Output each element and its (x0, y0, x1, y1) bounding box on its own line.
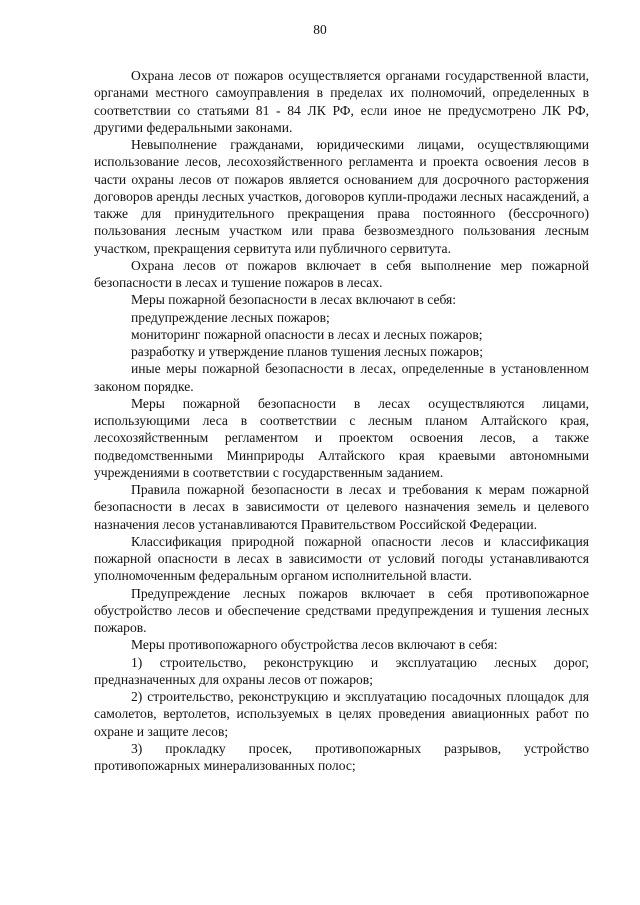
paragraph-fire-protection-scope: Охрана лесов от пожаров включает в себя выполнение мер пожарной безопасности в лесах и тушение пожаров в лесах. (94, 257, 589, 290)
page-number: 80 (313, 22, 327, 37)
paragraph-noncompliance-consequences: Невыполнение гражданами, юридическими лицами, осуществляющими использование лесов, лесохозяйственного регламента и проекта освоения лесов в части охраны лесов от пожаров является основанием для досрочного расторжения договоров аренды лесных участков, договоров купли-продажи лесных насаждений, а также для принудительного прекращения права постоянного (бессрочного) пользования лесным участком или права безвозмездного пользования лесным участком, прекращения сервитута или публичного сервитута. (94, 137, 589, 256)
list-item-monitoring: мониторинг пожарной опасности в лесах и лесных пожаров; (131, 326, 483, 342)
paragraph-hazard-classification: Классификация природной пожарной опасности лесов и классификация пожарной опасности в лесах в зависимости от условий погоды устанавливаются уполномоченным федеральным органом исполнительной власти. (94, 533, 589, 584)
document-body (94, 67, 589, 774)
list-item-other-measures: иные меры пожарной безопасности в лесах, определенные в установленном законом порядке. (94, 361, 589, 394)
list-item-landing-sites: 2) строительство, реконструкцию и эксплуатацию посадочных площадок для самолетов, вертолетов, используемых в целях проведения авиационных работ по охране и защите лесов; (94, 689, 589, 739)
list-item-firebreaks: 3) прокладку просек, противопожарных разрывов, устройство противопожарных минерализованных полос; (94, 740, 589, 773)
paragraph-fire-safety-measures-intro: Меры пожарной безопасности в лесах включают в себя: (131, 292, 457, 308)
paragraph-prevention-definition: Предупреждение лесных пожаров включает в себя противопожарное обустройство лесов и обеспечение средствами предупреждения и тушения лесных пожаров. (94, 585, 589, 635)
list-item-extinguishing-plans: разработку и утверждение планов тушения лесных пожаров; (131, 344, 483, 359)
list-item-prevention: предупреждение лесных пожаров; (131, 309, 330, 325)
paragraph-fire-safety-rules: Правила пожарной безопасности в лесах и требования к мерам пожарной безопасности в лесах в зависимости от целевого назначения земель и целевого назначения лесов устанавливаются Правительством Российской Федерации. (94, 482, 589, 532)
paragraph-measures-implementers: Меры пожарной безопасности в лесах осуществляются лицами, использующими леса в соответствии с лесным планом Алтайского края, лесохозяйственным регламентом и проектом освоения лесов, а также подведомственными Минприроды Алтайского края краевыми автономными учреждениями в соответствии с государственным заданием. (94, 395, 589, 480)
paragraph-fire-arrangement-intro: Меры противопожарного обустройства лесов включают в себя: (131, 637, 498, 653)
paragraph-fire-protection-authorities: Охрана лесов от пожаров осуществляется органами государственной власти, органами местного самоуправления в пределах их полномочий, определенных в соответствии со статьями 81 - 84 ЛК РФ, если иное не предусмотрено ЛК РФ, другими федеральными законами. (94, 68, 589, 135)
list-item-forest-roads: 1) строительство, реконструкцию и эксплуатацию лесных дорог, предназначенных для охраны лесов от пожаров; (94, 654, 589, 687)
